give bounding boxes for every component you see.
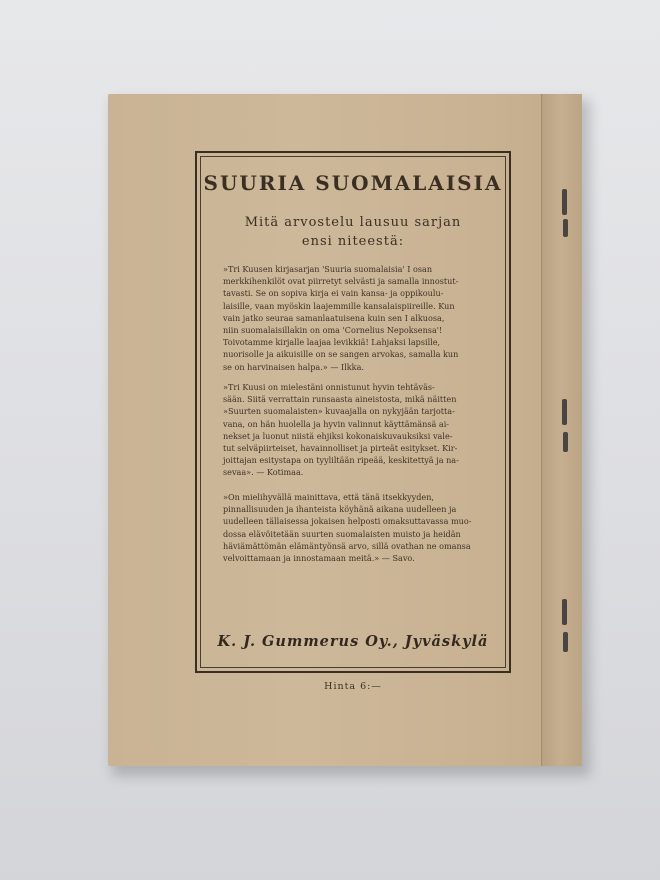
review-line: dossa elävöitetään suurten suomalaisten muisto ja heidän (223, 528, 461, 539)
review-line: »Tri Kuusi on mielestäni onnistunut hyvin tehtäväs- (223, 382, 435, 392)
staple (562, 399, 567, 425)
review-line: vana, on hän huolella ja hyvin valinnut käyttämänsä ai- (223, 418, 450, 429)
review-line: se on harvinaisen halpa.» — Ilkka. (223, 361, 364, 372)
text-frame (195, 151, 511, 673)
review-line: uudelleen tällaisessa jokaisen helposti omaksuttavassa muo- (223, 516, 472, 527)
review-heading (197, 213, 509, 251)
staple (562, 599, 567, 625)
review-line: sevaa». — Kotimaa. (223, 467, 304, 478)
review-kotimaa (223, 381, 487, 479)
review-line: Toivotamme kirjalle laajaa levikkiä! Lahjaksi lapsille, (223, 337, 441, 348)
review-line: laisille, vaan myöskin laajemmille kansalaispiireille. Kun (223, 300, 455, 311)
staple (563, 432, 568, 452)
review-line: sään. Siitä verrattain runsaasta aineistosta, mikä näitten (223, 394, 457, 405)
review-line: velvoittamaan ja innostamaan meitä.» — Savo. (223, 553, 415, 564)
review-heading-line: Mitä arvostelu lausuu sarjan (244, 215, 462, 230)
review-line: nekset ja luonut niistä ehjiksi kokonaiskuvauksiksi vale- (223, 430, 453, 441)
staple (562, 189, 567, 215)
review-line: vain jatko seuraa samanlaatuisena kuin sen I alkuosa, (223, 312, 445, 323)
review-line: merkkihenkilöt ovat piirretyt selvästi ja samalla innostut- (223, 276, 459, 287)
review-line: tavasti. Se on sopiva kirja ei vain kansa- ja oppikoulu- (223, 288, 444, 299)
book-back-cover (108, 94, 582, 766)
review-line: pinnallisuuden ja ihanteista köyhänä aikana uudelleen ja (223, 504, 457, 515)
review-line: »Tri Kuusen kirjasarjan 'Suuria suomalaisia' I osan (223, 264, 433, 274)
review-ilkka (223, 263, 487, 373)
review-line: »Suurten suomalaisten» kuvaajalla on nykyjään tarjotta- (223, 406, 455, 417)
staple (563, 219, 568, 237)
price-label: Hinta 6:— (324, 681, 382, 692)
review-line: häviämättömän elämäntyönsä arvo, sillä ovathan ne omansa (223, 540, 471, 551)
review-line: tut selväpiirteiset, havainnolliset ja pirteät esitykset. Kir- (223, 443, 458, 454)
publisher-name: K. J. Gummerus Oy., Jyväskylä (217, 633, 489, 650)
book-spine (541, 94, 582, 766)
review-heading-line: ensi niteestä: (301, 234, 405, 249)
series-title: SUURIA SUOMALAISIA (203, 171, 503, 195)
review-savo (223, 491, 487, 564)
staple (563, 632, 568, 652)
review-line: »On mielihyvällä mainittava, että tänä itsekkyyden, (223, 492, 435, 502)
review-line: joittajan esitystapa on tyyliltään ripeää, keskitettyä ja na- (223, 455, 459, 466)
review-line: nuorisolle ja aikuisille on se sangen arvokas, samalla kun (223, 349, 459, 360)
review-line: niin suomalaisillakin on oma 'Cornelius Nepoksensa'! (223, 325, 443, 336)
